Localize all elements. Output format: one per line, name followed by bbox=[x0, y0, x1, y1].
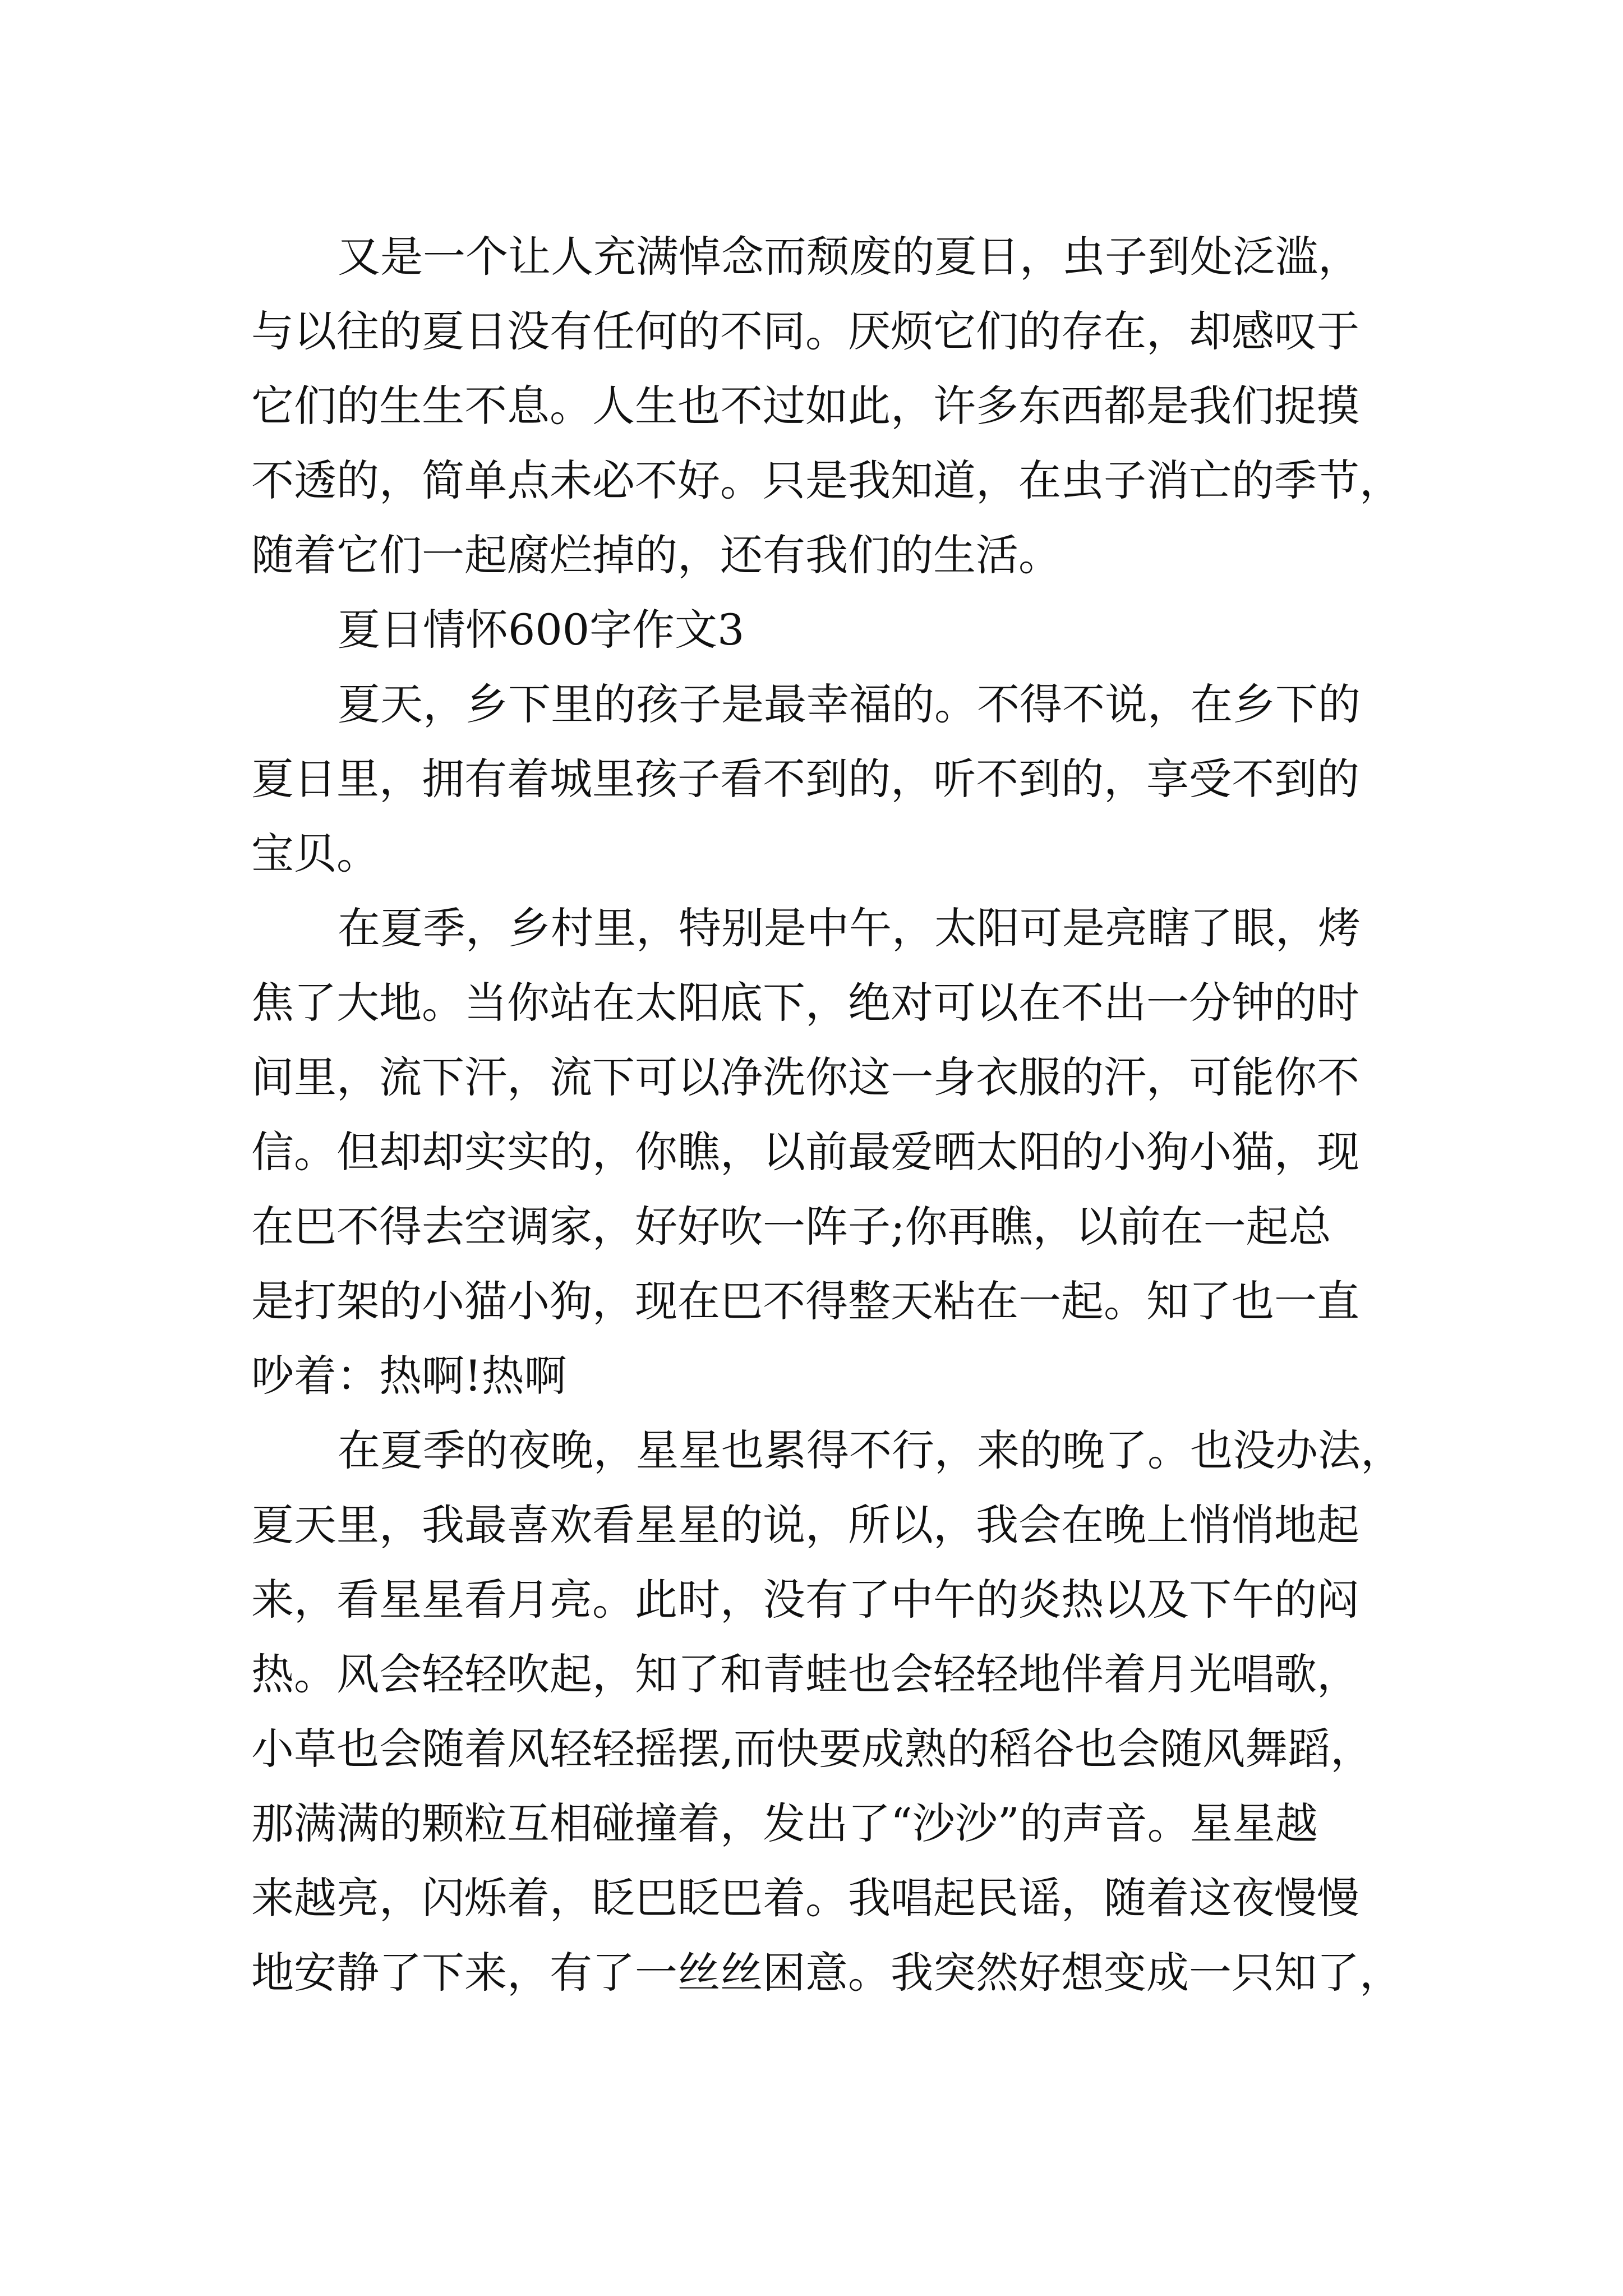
paragraph-line: 来越亮，闪烁着，眨巴眨巴着。我唱起民谣，随着这夜慢慢 bbox=[251, 1873, 1359, 1923]
section-heading: 夏日情怀600字作文3 bbox=[338, 605, 745, 655]
paragraph-line: 夏天，乡下里的孩子是最幸福的。不得不说，在乡下的 bbox=[338, 679, 1361, 729]
paragraph-line: 夏日里，拥有着城里孩子看不到的，听不到的，享受不到的 bbox=[251, 754, 1359, 804]
paragraph-line: 与以往的夏日没有任何的不同。厌烦它们的存在，却感叹于 bbox=[251, 306, 1359, 356]
paragraph-line: 是打架的小猫小狗，现在巴不得整天粘在一起。知了也一直 bbox=[251, 1276, 1359, 1326]
paragraph-line: 又是一个让人充满悼念而颓废的夏日，虫子到处泛滥， bbox=[338, 232, 1361, 282]
paragraph-line: 它们的生生不息。人生也不过如此，许多东西都是我们捉摸 bbox=[251, 381, 1359, 431]
paragraph-line: 宝贝。 bbox=[251, 829, 379, 878]
paragraph-line: 在夏季的夜晚，星星也累得不行，来的晚了。也没办法， bbox=[338, 1425, 1403, 1475]
paragraph-line: 随着它们一起腐烂掉的，还有我们的生活。 bbox=[251, 530, 1061, 580]
paragraph-line: 地安静了下来，有了一丝丝困意。我突然好想变成一只知了， bbox=[251, 1948, 1402, 1998]
paragraph-line: 吵着：热啊!热啊 bbox=[251, 1351, 567, 1401]
paragraph-line: 信。但却却实实的，你瞧，以前最爱晒太阳的小狗小猫，现 bbox=[251, 1127, 1359, 1177]
paragraph-line: 来，看星星看月亮。此时，没有了中午的炎热以及下午的闷 bbox=[251, 1575, 1359, 1625]
paragraph-line: 夏天里，我最喜欢看星星的说，所以，我会在晚上悄悄地起 bbox=[251, 1500, 1359, 1550]
paragraph-line: 焦了大地。当你站在太阳底下，绝对可以在不出一分钟的时 bbox=[251, 978, 1359, 1028]
paragraph-line: 热。风会轻轻吹起，知了和青蛙也会轻轻地伴着月光唱歌， bbox=[251, 1649, 1359, 1699]
paragraph-line: 那满满的颗粒互相碰撞着，发出了“沙沙”的声音。星星越 bbox=[251, 1798, 1318, 1848]
paragraph-line: 不透的，简单点未必不好。只是我知道，在虫子消亡的季节， bbox=[251, 455, 1402, 505]
paragraph-line: 小草也会随着风轻轻摇摆,而快要成熟的稻谷也会随风舞蹈， bbox=[251, 1724, 1373, 1774]
paragraph-line: 在巴不得去空调家，好好吹一阵子;你再瞧，以前在一起总 bbox=[251, 1202, 1331, 1251]
paragraph-line: 间里，流下汗，流下可以净洗你这一身衣服的汗，可能你不 bbox=[251, 1052, 1359, 1102]
paragraph-line: 在夏季，乡村里，特别是中午，太阳可是亮瞎了眼，烤 bbox=[338, 903, 1361, 953]
